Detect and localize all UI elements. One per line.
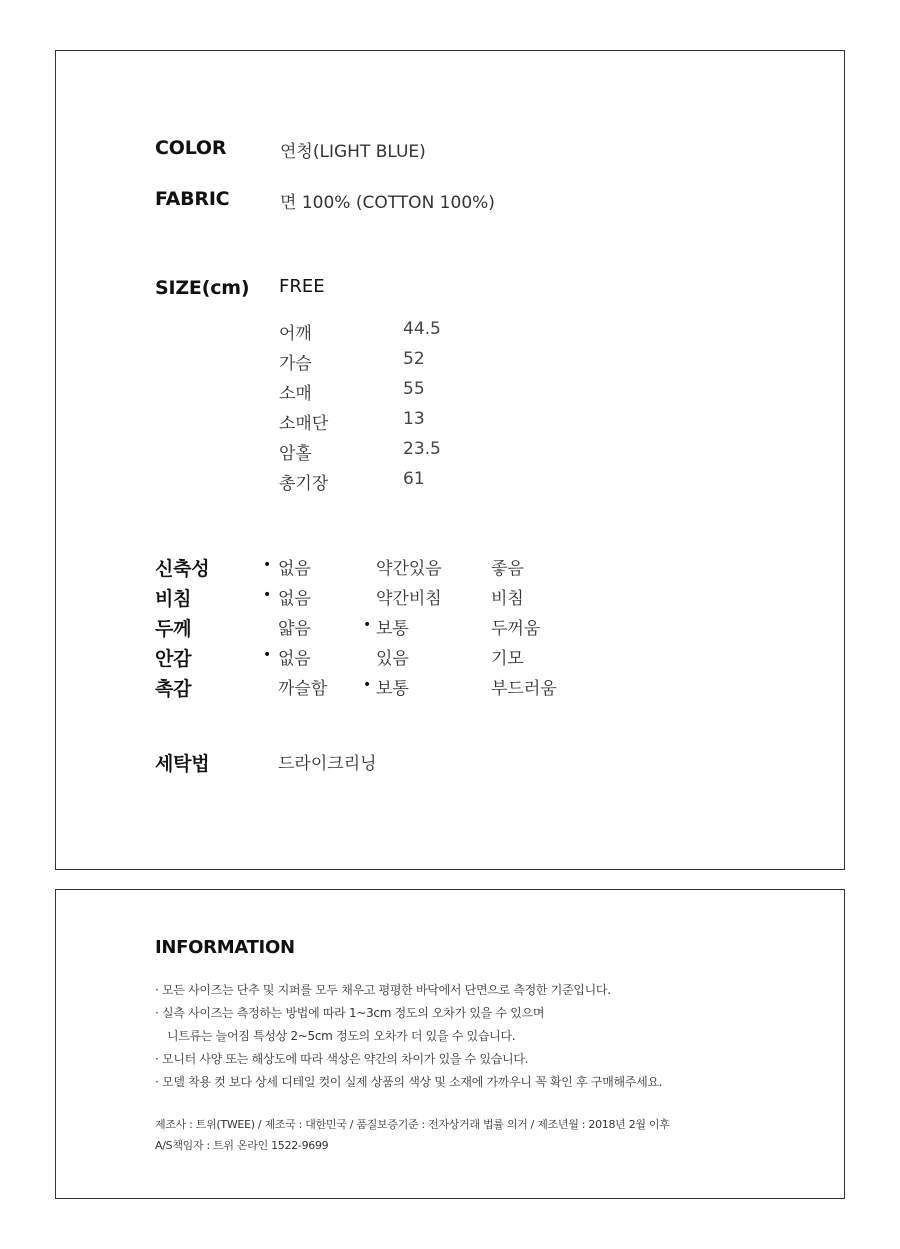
color-value: 연청(LIGHT BLUE) <box>280 142 426 162</box>
measurement-value: 44.5 <box>403 319 441 339</box>
washing-label: 세탁법 <box>155 753 210 775</box>
as-contact-info: A/S책임자 : 트위 온라인 1522-9699 <box>155 1139 329 1152</box>
measurement-value: 13 <box>403 409 425 429</box>
measurement-name: 소매 <box>279 384 312 404</box>
property-option: 두꺼움 <box>491 619 541 639</box>
property-option-selected: 없음 <box>278 589 311 609</box>
property-option: 약간있음 <box>376 559 442 579</box>
info-note: · 모니터 사양 또는 해상도에 따라 색상은 약간의 차이가 있을 수 있습니다. <box>155 1052 529 1066</box>
property-option: 부드러움 <box>491 679 557 699</box>
measurement-value: 52 <box>403 349 425 369</box>
selected-bullet-icon: • <box>263 587 272 603</box>
measurement-name: 가슴 <box>279 354 312 374</box>
color-label: COLOR <box>155 137 227 159</box>
property-label: 안감 <box>155 648 192 670</box>
fabric-label: FABRIC <box>155 188 230 210</box>
property-option-selected: 보통 <box>376 619 409 639</box>
measurement-value: 23.5 <box>403 439 441 459</box>
selected-bullet-icon: • <box>263 647 272 663</box>
property-option-selected: 없음 <box>278 649 311 669</box>
property-option: 얇음 <box>278 619 311 639</box>
property-option: 있음 <box>376 649 409 669</box>
measurement-name: 소매단 <box>279 414 329 434</box>
info-note: · 실측 사이즈는 측정하는 방법에 따라 1~3cm 정도의 오차가 있을 수 있으며 <box>155 1006 545 1020</box>
info-note: · 모든 사이즈는 단추 및 지퍼를 모두 채우고 평평한 바닥에서 단면으로 측정한 기준입니다. <box>155 983 611 997</box>
property-option: 까슬함 <box>278 679 328 699</box>
property-label: 두께 <box>155 618 192 640</box>
size-label: SIZE(cm) <box>155 277 250 299</box>
property-option-selected: 없음 <box>278 559 311 579</box>
property-label: 비침 <box>155 588 192 610</box>
measurement-value: 61 <box>403 469 425 489</box>
property-label: 촉감 <box>155 678 192 700</box>
product-spec-panel <box>55 50 845 870</box>
property-option: 좋음 <box>491 559 524 579</box>
info-note: 니트류는 늘어짐 특성상 2~5cm 정도의 오차가 더 있을 수 있습니다. <box>167 1029 516 1043</box>
measurement-name: 어깨 <box>279 324 312 344</box>
selected-bullet-icon: • <box>363 617 372 633</box>
property-label: 신축성 <box>155 558 210 580</box>
fabric-value: 면 100% (COTTON 100%) <box>280 193 495 213</box>
selected-bullet-icon: • <box>263 557 272 573</box>
selected-bullet-icon: • <box>363 677 372 693</box>
manufacturer-info: 제조사 : 트위(TWEE) / 제조국 : 대한민국 / 품질보증기준 : 전자상거래 법률 의거 / 제조년월 : 2018년 2월 이후 <box>155 1118 670 1131</box>
information-panel <box>55 889 845 1199</box>
size-name: FREE <box>279 276 325 297</box>
property-option: 약간비침 <box>376 589 442 609</box>
measurement-name: 총기장 <box>279 474 329 494</box>
property-option: 비침 <box>491 589 524 609</box>
info-note: · 모델 착용 컷 보다 상세 디테일 컷이 실제 상품의 색상 및 소재에 가까우니 꼭 확인 후 구매해주세요. <box>155 1075 663 1089</box>
measurement-value: 55 <box>403 379 425 399</box>
property-option-selected: 보통 <box>376 679 409 699</box>
measurement-name: 암홀 <box>279 444 312 464</box>
washing-value: 드라이크리닝 <box>278 754 377 774</box>
property-option: 기모 <box>491 649 524 669</box>
information-title: INFORMATION <box>155 937 295 958</box>
